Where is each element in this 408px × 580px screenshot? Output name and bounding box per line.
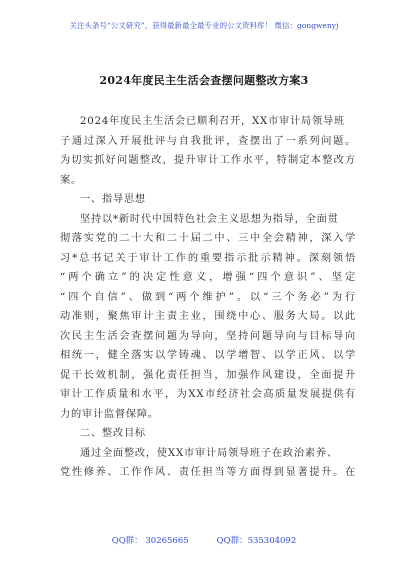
section-heading-rectification-goals: 二、整改目标 (80, 428, 146, 439)
paragraph-3-line-1: 通过全面整改，使XX市审计局领导班子在政治素养、 (80, 447, 338, 459)
paragraph-2-line-5: “四个自信”、做到“两个维护”。以“三个务必”为行 (60, 291, 356, 303)
section-heading-guiding-ideology: 一、指导思想 (80, 194, 146, 205)
paragraph-2-line-7: 次民主生活会查摆问题为导向，坚持问题导向与目标导向 (60, 330, 356, 342)
paragraph-1-line-3: 为切实抓好问题整改，提升审计工作水平，特制定本整改方 (60, 155, 356, 166)
document-title: 2024年度民主生活会查摆问题整改方案3 (99, 74, 309, 87)
paragraph-2-line-2: 彻落实党的二十大和二十届二中、三中全会精神，深入学 (60, 233, 356, 244)
paragraph-2-line-4: “两个确立”的决定性意义，增强“四个意识”、坚定 (60, 272, 356, 283)
paragraph-2-line-6: 动准则，聚焦审计主责主业，围绕中心、服务大局。以此 (60, 311, 356, 322)
paragraph-1-line-1: 2024年度民主生活会已顺利召开，XX市审计局领导班 (80, 116, 345, 127)
qq-group-2[interactable]: QQ群：535304092 (216, 536, 297, 546)
paragraph-3-line-2: 党性修养、工作作风、责任担当等方面得到显著提升。在 (60, 467, 356, 478)
paragraph-1-line-2: 子通过深入开展批评与自我批评，查摆出了一系列问题。 (60, 135, 356, 147)
paragraph-2-line-8: 相统一，健全落实以学铸魂、以学增智、以学正风、以学 (60, 350, 356, 361)
contact-footer (0, 534, 408, 546)
paragraph-2-line-10: 审计工作质量和水平，为XX市经济社会高质量发展提供有 (60, 389, 356, 400)
paragraph-2-line-1: 坚持以*新时代中国特色社会主义思想为指导，全面贯 (80, 213, 339, 225)
paragraph-2-line-9: 促干长效机制，强化责任担当，加强作风建设，全面提升 (60, 369, 356, 381)
qq-group-1[interactable]: QQ群： 30265665 (111, 536, 189, 546)
paragraph-1-line-4: 案。 (60, 174, 82, 186)
paragraph-2-line-11: 力的审计监督保障。 (60, 408, 159, 420)
document-body (60, 112, 356, 483)
paragraph-2-line-3: 习*总书记关于审计工作的重要指示批示精神。深刻领悟 (60, 252, 356, 264)
promo-banner[interactable]: 关注头条号“公文研究”，获得最新最全最专业的公文资料库！ 微信：gongwenyj (69, 21, 339, 30)
